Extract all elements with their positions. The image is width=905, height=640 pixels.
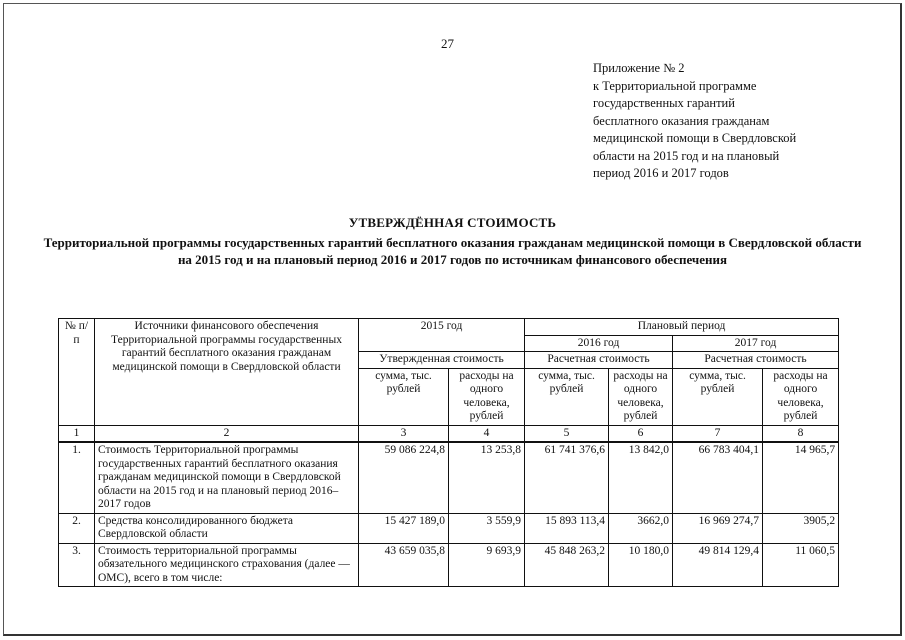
header-planned-period: Плановый период	[525, 319, 839, 336]
cell-sum-2017: 49 814 129,4	[673, 543, 763, 587]
header-sum-2017: сумма, тыс. рублей	[673, 368, 763, 425]
cell-per-person-2016: 13 842,0	[609, 442, 673, 513]
row-source: Стоимость Территориальной программы государственных гарантий бесплатного оказания гражданам медицинской помощи в Свердловской области на 2015 год и на плановый период 2016–2017 годов	[95, 442, 359, 513]
appendix-note	[593, 60, 853, 183]
row-source: Стоимость территориальной программы обязательного медицинского страхования (далее — ОМС), всего в том числе:	[95, 543, 359, 587]
cell-sum-2017: 66 783 404,1	[673, 442, 763, 513]
header-sum-2015: сумма, тыс. рублей	[359, 368, 449, 425]
appendix-line: к Территориальной программе	[593, 78, 757, 93]
cell-sum-2016: 15 893 113,4	[525, 513, 609, 543]
header-calc-cost-2017: Расчетная стоимость	[673, 352, 839, 369]
column-number: 4	[449, 425, 525, 442]
column-number: 8	[763, 425, 839, 442]
appendix-line: государственных гарантий	[593, 96, 735, 110]
table-row	[59, 442, 839, 513]
header-per-person-2017: расходы на одного человека, рублей	[763, 368, 839, 425]
header-row	[59, 319, 839, 336]
appendix-line: медицинской помощи в Свердловской	[593, 131, 797, 145]
cell-sum-2015: 15 427 189,0	[359, 513, 449, 543]
row-number: 2.	[59, 513, 95, 543]
header-calc-cost-2016: Расчетная стоимость	[525, 352, 673, 369]
cell-per-person-2015: 13 253,8	[449, 442, 525, 513]
column-number: 6	[609, 425, 673, 442]
document-title: УТВЕРЖДЁННАЯ СТОИМОСТЬ	[348, 215, 557, 230]
header-per-person-2016: расходы на одного человека, рублей	[609, 368, 673, 425]
header-sum-2016: сумма, тыс. рублей	[525, 368, 609, 425]
header-approved-cost: Утвержденная стоимость	[359, 352, 525, 369]
appendix-line: бесплатного оказания гражданам	[593, 113, 770, 128]
cost-table	[58, 318, 839, 587]
column-number: 5	[525, 425, 609, 442]
appendix-line: период 2016 и 2017 годов	[593, 166, 729, 180]
document-subtitle: Территориальной программы государственных гарантий бесплатного оказания гражданам медицинской помощи в Свердловской области на 2015 год и на плановый период 2016 и 2017 годов по источникам финансового обеспечения	[43, 235, 862, 267]
row-number: 1.	[59, 442, 95, 513]
header-num: № п/п	[59, 319, 95, 426]
header-source: Источники финансового обеспечения Территориальной программы государственных гарантий бесплатного оказания гражданам медицинской помощи в Свердловской области	[95, 319, 359, 426]
column-number: 2	[95, 425, 359, 442]
cell-sum-2016: 45 848 263,2	[525, 543, 609, 587]
column-number: 3	[359, 425, 449, 442]
appendix-line: области на 2015 год и на плановый	[593, 148, 780, 163]
cell-sum-2015: 43 659 035,8	[359, 543, 449, 587]
cell-sum-2016: 61 741 376,6	[525, 442, 609, 513]
page-number: 27	[441, 36, 454, 51]
row-number: 3.	[59, 543, 95, 587]
cell-per-person-2015: 9 693,9	[449, 543, 525, 587]
cell-per-person-2017: 14 965,7	[763, 442, 839, 513]
cell-sum-2015: 59 086 224,8	[359, 442, 449, 513]
header-per-person-2015: расходы на одного человека, рублей	[449, 368, 525, 425]
cell-per-person-2017: 3905,2	[763, 513, 839, 543]
cell-per-person-2016: 3662,0	[609, 513, 673, 543]
appendix-line: Приложение № 2	[593, 61, 685, 75]
row-source: Средства консолидированного бюджета Свердловской области	[95, 513, 359, 543]
header-2016: 2016 год	[525, 335, 673, 352]
cell-per-person-2016: 10 180,0	[609, 543, 673, 587]
header-2017: 2017 год	[673, 335, 839, 352]
table-row	[59, 513, 839, 543]
table-row	[59, 543, 839, 587]
cell-per-person-2015: 3 559,9	[449, 513, 525, 543]
header-2015: 2015 год	[359, 319, 525, 352]
column-number: 1	[59, 425, 95, 442]
cell-per-person-2017: 11 060,5	[763, 543, 839, 587]
cell-sum-2017: 16 969 274,7	[673, 513, 763, 543]
column-number: 7	[673, 425, 763, 442]
column-number-row	[59, 425, 839, 442]
